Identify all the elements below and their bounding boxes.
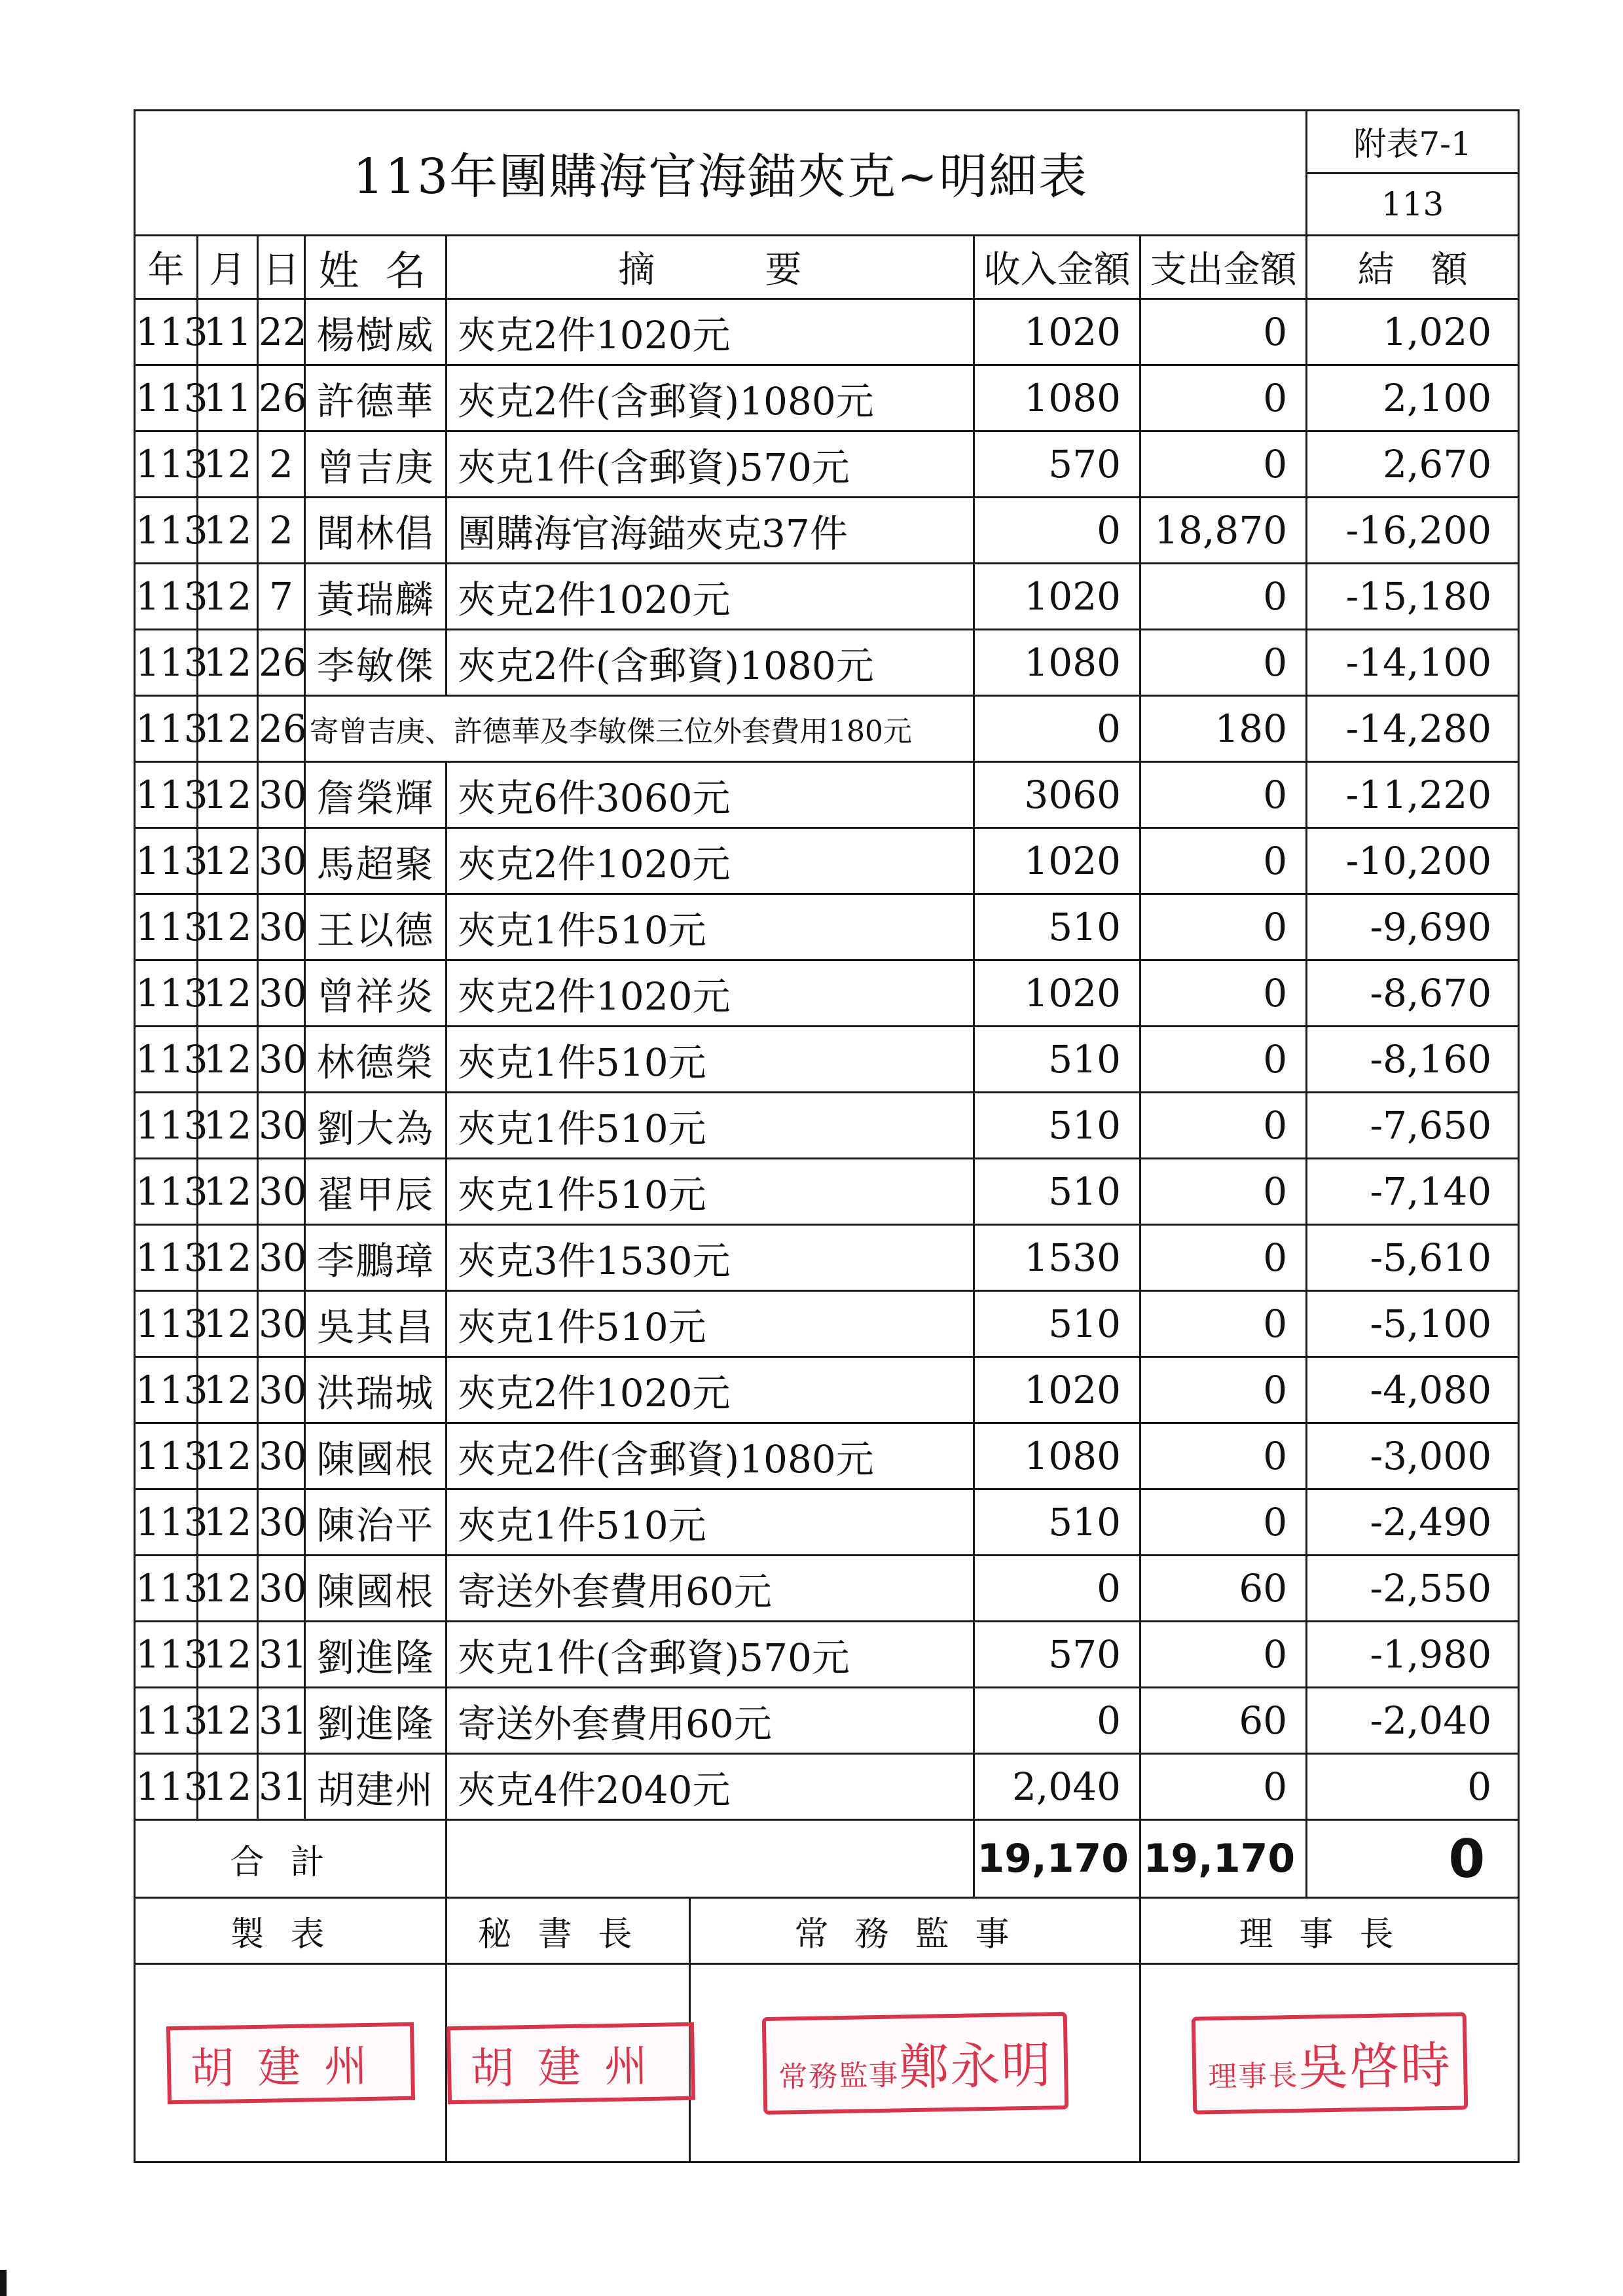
row-description: 夾克2件1020元 (447, 828, 974, 894)
table-row (135, 299, 1519, 365)
table-row (135, 828, 1519, 894)
row-balance: -2,550 (1307, 1556, 1519, 1622)
row-income: 1080 (974, 1423, 1140, 1489)
table-row (135, 1423, 1519, 1489)
header-row (135, 236, 1519, 299)
row-month: 12 (198, 894, 258, 960)
row-name: 王以德 (305, 894, 447, 960)
table-row (135, 696, 1519, 762)
row-name: 洪瑞城 (305, 1357, 447, 1423)
row-name: 劉進隆 (305, 1688, 447, 1754)
secretary-stamp: 胡建州 (447, 2022, 695, 2104)
row-income: 0 (974, 498, 1140, 564)
row-month: 12 (198, 1159, 258, 1225)
row-balance: 0 (1307, 1754, 1519, 1820)
row-day: 30 (258, 894, 305, 960)
row-year: 113 (135, 365, 198, 431)
table-row (135, 1556, 1519, 1622)
row-month: 12 (198, 696, 258, 762)
row-description: 夾克2件(含郵資)1080元 (447, 630, 974, 696)
signature-header-row (135, 1898, 1519, 1964)
row-balance: -11,220 (1307, 762, 1519, 828)
row-description: 夾克2件1020元 (447, 1357, 974, 1423)
table-row (135, 1291, 1519, 1357)
ledger-table (134, 109, 1520, 2163)
row-name: 許德華 (305, 365, 447, 431)
header-month: 月 (198, 236, 258, 299)
row-expense: 18,870 (1140, 498, 1307, 564)
row-balance: -8,670 (1307, 960, 1519, 1027)
row-day: 30 (258, 1159, 305, 1225)
secretary-title: 秘書長 (447, 1898, 690, 1964)
row-year: 113 (135, 1357, 198, 1423)
row-description: 夾克2件1020元 (447, 960, 974, 1027)
row-expense: 0 (1140, 431, 1307, 498)
table-row (135, 431, 1519, 498)
row-description: 夾克2件(含郵資)1080元 (447, 1423, 974, 1489)
row-expense: 0 (1140, 960, 1307, 1027)
row-month: 12 (198, 431, 258, 498)
row-name: 吳其昌 (305, 1291, 447, 1357)
row-income: 1020 (974, 960, 1140, 1027)
header-summary: 摘 要 (447, 236, 974, 299)
row-name: 陳國根 (305, 1423, 447, 1489)
preparer-cell (135, 1964, 447, 2162)
row-name: 翟甲辰 (305, 1159, 447, 1225)
row-income: 0 (974, 696, 1140, 762)
row-balance: -7,140 (1307, 1159, 1519, 1225)
row-expense: 0 (1140, 1423, 1307, 1489)
row-expense: 0 (1140, 1027, 1307, 1093)
table-row (135, 1357, 1519, 1423)
row-year: 113 (135, 1159, 198, 1225)
row-name: 李鵬璋 (305, 1225, 447, 1291)
table-row (135, 564, 1519, 630)
row-balance: -15,180 (1307, 564, 1519, 630)
row-income: 510 (974, 1027, 1140, 1093)
row-month: 12 (198, 1093, 258, 1159)
row-description: 夾克2件1020元 (447, 564, 974, 630)
row-income: 570 (974, 1622, 1140, 1688)
row-month: 12 (198, 960, 258, 1027)
header-income: 收入金額 (974, 236, 1140, 299)
row-month: 12 (198, 1291, 258, 1357)
row-balance: -2,490 (1307, 1489, 1519, 1556)
table-row (135, 960, 1519, 1027)
row-expense: 0 (1140, 1754, 1307, 1820)
chairman-stamp-prefix: 理事長 (1207, 2058, 1299, 2094)
preparer-title: 製表 (135, 1898, 447, 1964)
ledger-sheet (134, 109, 1518, 2163)
total-balance: 0 (1307, 1820, 1519, 1898)
row-description: 夾克2件(含郵資)1080元 (447, 365, 974, 431)
row-income: 1080 (974, 365, 1140, 431)
chairman-title: 理事長 (1140, 1898, 1519, 1964)
row-month: 11 (198, 365, 258, 431)
row-balance: -2,040 (1307, 1688, 1519, 1754)
row-day: 7 (258, 564, 305, 630)
scan-edge-mark (0, 2270, 7, 2296)
attachment-label: 附表7-1 (1307, 111, 1519, 173)
row-month: 11 (198, 299, 258, 365)
row-month: 12 (198, 1225, 258, 1291)
row-income: 0 (974, 1556, 1140, 1622)
row-name: 陳治平 (305, 1489, 447, 1556)
row-day: 30 (258, 1225, 305, 1291)
row-income: 510 (974, 1291, 1140, 1357)
row-expense: 0 (1140, 1357, 1307, 1423)
header-expense: 支出金額 (1140, 236, 1307, 299)
row-name: 曾吉庚 (305, 431, 447, 498)
row-day: 30 (258, 1027, 305, 1093)
row-description: 夾克1件510元 (447, 1489, 974, 1556)
row-name: 曾祥炎 (305, 960, 447, 1027)
row-description: 寄送外套費用60元 (447, 1688, 974, 1754)
row-year: 113 (135, 696, 198, 762)
row-day: 30 (258, 1423, 305, 1489)
row-description: 夾克1件510元 (447, 1093, 974, 1159)
row-day: 30 (258, 828, 305, 894)
row-description: 團購海官海錨夾克37件 (447, 498, 974, 564)
row-month: 12 (198, 828, 258, 894)
row-year: 113 (135, 1556, 198, 1622)
header-name: 姓 名 (305, 236, 447, 299)
row-income: 3060 (974, 762, 1140, 828)
row-year: 113 (135, 1027, 198, 1093)
row-expense: 0 (1140, 894, 1307, 960)
row-expense: 0 (1140, 630, 1307, 696)
row-income: 2,040 (974, 1754, 1140, 1820)
row-name: 林德榮 (305, 1027, 447, 1093)
row-year: 113 (135, 894, 198, 960)
row-year: 113 (135, 960, 198, 1027)
chairman-stamp (1191, 2012, 1468, 2114)
row-day: 30 (258, 762, 305, 828)
signature-stamp-row (135, 1964, 1519, 2162)
row-month: 12 (198, 1423, 258, 1489)
row-day: 26 (258, 696, 305, 762)
row-day: 30 (258, 1489, 305, 1556)
row-expense: 0 (1140, 365, 1307, 431)
row-description: 夾克1件510元 (447, 1159, 974, 1225)
table-row (135, 365, 1519, 431)
row-year: 113 (135, 431, 198, 498)
row-income: 510 (974, 894, 1140, 960)
row-day: 30 (258, 1291, 305, 1357)
row-year: 113 (135, 1093, 198, 1159)
row-month: 12 (198, 498, 258, 564)
row-name: 劉進隆 (305, 1622, 447, 1688)
row-day: 30 (258, 960, 305, 1027)
header-year: 年 (135, 236, 198, 299)
row-description: 夾克4件2040元 (447, 1754, 974, 1820)
row-month: 12 (198, 762, 258, 828)
chairman-cell (1140, 1964, 1519, 2162)
row-year: 113 (135, 299, 198, 365)
row-name: 陳國根 (305, 1556, 447, 1622)
row-year: 113 (135, 828, 198, 894)
row-expense: 0 (1140, 1159, 1307, 1225)
row-balance: -14,280 (1307, 696, 1519, 762)
row-name: 聞林倡 (305, 498, 447, 564)
row-description: 夾克3件1530元 (447, 1225, 974, 1291)
row-expense: 0 (1140, 1489, 1307, 1556)
row-day: 2 (258, 498, 305, 564)
row-balance: 2,100 (1307, 365, 1519, 431)
row-year: 113 (135, 1291, 198, 1357)
row-balance: 2,670 (1307, 431, 1519, 498)
table-row (135, 1159, 1519, 1225)
total-income: 19,170 (974, 1820, 1140, 1898)
row-balance: -9,690 (1307, 894, 1519, 960)
table-row (135, 1622, 1519, 1688)
header-balance: 結 額 (1307, 236, 1519, 299)
table-row (135, 762, 1519, 828)
row-description: 寄送外套費用60元 (447, 1556, 974, 1622)
row-balance: -7,650 (1307, 1093, 1519, 1159)
supervisor-stamp (761, 2011, 1068, 2114)
secretary-cell (447, 1964, 690, 2162)
row-balance: -4,080 (1307, 1357, 1519, 1423)
supervisor-title: 常務監事 (690, 1898, 1140, 1964)
row-day: 26 (258, 630, 305, 696)
supervisor-stamp-name: 鄭永明 (898, 2035, 1053, 2096)
total-row (135, 1820, 1519, 1898)
row-description: 寄曾吉庚、許德華及李敏傑三位外套費用180元 (305, 696, 974, 762)
row-balance: 1,020 (1307, 299, 1519, 365)
row-income: 510 (974, 1093, 1140, 1159)
preparer-stamp: 胡建州 (166, 2022, 414, 2104)
row-balance: -1,980 (1307, 1622, 1519, 1688)
row-day: 30 (258, 1556, 305, 1622)
row-month: 12 (198, 1357, 258, 1423)
row-expense: 0 (1140, 828, 1307, 894)
row-balance: -14,100 (1307, 630, 1519, 696)
table-row (135, 894, 1519, 960)
row-description: 夾克1件510元 (447, 894, 974, 960)
row-expense: 0 (1140, 1093, 1307, 1159)
row-year: 113 (135, 1622, 198, 1688)
row-year: 113 (135, 762, 198, 828)
row-month: 12 (198, 1622, 258, 1688)
row-income: 1530 (974, 1225, 1140, 1291)
row-expense: 0 (1140, 762, 1307, 828)
row-day: 2 (258, 431, 305, 498)
row-income: 1080 (974, 630, 1140, 696)
row-day: 31 (258, 1754, 305, 1820)
row-description: 夾克1件510元 (447, 1027, 974, 1093)
row-income: 570 (974, 431, 1140, 498)
row-day: 31 (258, 1688, 305, 1754)
document-title: 113年團購海官海錨夾克~明細表 (135, 111, 1307, 236)
row-year: 113 (135, 1423, 198, 1489)
row-income: 0 (974, 1688, 1140, 1754)
row-month: 12 (198, 1489, 258, 1556)
row-expense: 0 (1140, 1622, 1307, 1688)
row-expense: 180 (1140, 696, 1307, 762)
row-year: 113 (135, 1225, 198, 1291)
row-balance: -10,200 (1307, 828, 1519, 894)
total-summary-empty (447, 1820, 974, 1898)
row-month: 12 (198, 630, 258, 696)
row-expense: 0 (1140, 1291, 1307, 1357)
attachment-year: 113 (1307, 173, 1519, 236)
row-description: 夾克1件510元 (447, 1291, 974, 1357)
table-row (135, 1093, 1519, 1159)
row-expense: 60 (1140, 1556, 1307, 1622)
table-row (135, 1489, 1519, 1556)
row-balance: -8,160 (1307, 1027, 1519, 1093)
row-income: 1020 (974, 564, 1140, 630)
row-expense: 0 (1140, 299, 1307, 365)
row-expense: 0 (1140, 564, 1307, 630)
table-row (135, 1688, 1519, 1754)
row-year: 113 (135, 1688, 198, 1754)
table-row (135, 1225, 1519, 1291)
row-income: 1020 (974, 1357, 1140, 1423)
header-day: 日 (258, 236, 305, 299)
row-year: 113 (135, 630, 198, 696)
row-expense: 60 (1140, 1688, 1307, 1754)
row-day: 30 (258, 1357, 305, 1423)
row-name: 楊樹威 (305, 299, 447, 365)
row-name: 劉大為 (305, 1093, 447, 1159)
row-month: 12 (198, 1688, 258, 1754)
row-year: 113 (135, 564, 198, 630)
row-name: 李敏傑 (305, 630, 447, 696)
row-expense: 0 (1140, 1225, 1307, 1291)
row-description: 夾克1件(含郵資)570元 (447, 431, 974, 498)
row-description: 夾克6件3060元 (447, 762, 974, 828)
total-label: 合計 (135, 1820, 447, 1898)
row-balance: -5,100 (1307, 1291, 1519, 1357)
table-row (135, 1754, 1519, 1820)
supervisor-stamp-prefix: 常務監事 (778, 2058, 900, 2094)
row-month: 12 (198, 1027, 258, 1093)
row-description: 夾克1件(含郵資)570元 (447, 1622, 974, 1688)
row-balance: -5,610 (1307, 1225, 1519, 1291)
row-balance: -3,000 (1307, 1423, 1519, 1489)
row-day: 26 (258, 365, 305, 431)
row-year: 113 (135, 498, 198, 564)
row-day: 22 (258, 299, 305, 365)
row-month: 12 (198, 1754, 258, 1820)
table-row (135, 1027, 1519, 1093)
row-name: 詹榮輝 (305, 762, 447, 828)
chairman-stamp-name: 吳啓時 (1297, 2035, 1452, 2097)
row-year: 113 (135, 1489, 198, 1556)
row-month: 12 (198, 564, 258, 630)
row-balance: -16,200 (1307, 498, 1519, 564)
table-row (135, 498, 1519, 564)
total-expense: 19,170 (1140, 1820, 1307, 1898)
row-day: 30 (258, 1093, 305, 1159)
table-row (135, 630, 1519, 696)
row-name: 黃瑞麟 (305, 564, 447, 630)
row-name: 馬超聚 (305, 828, 447, 894)
row-income: 1020 (974, 299, 1140, 365)
row-income: 510 (974, 1159, 1140, 1225)
row-year: 113 (135, 1754, 198, 1820)
row-name: 胡建州 (305, 1754, 447, 1820)
row-day: 31 (258, 1622, 305, 1688)
supervisor-cell (690, 1964, 1140, 2162)
row-description: 夾克2件1020元 (447, 299, 974, 365)
row-income: 1020 (974, 828, 1140, 894)
row-month: 12 (198, 1556, 258, 1622)
row-income: 510 (974, 1489, 1140, 1556)
